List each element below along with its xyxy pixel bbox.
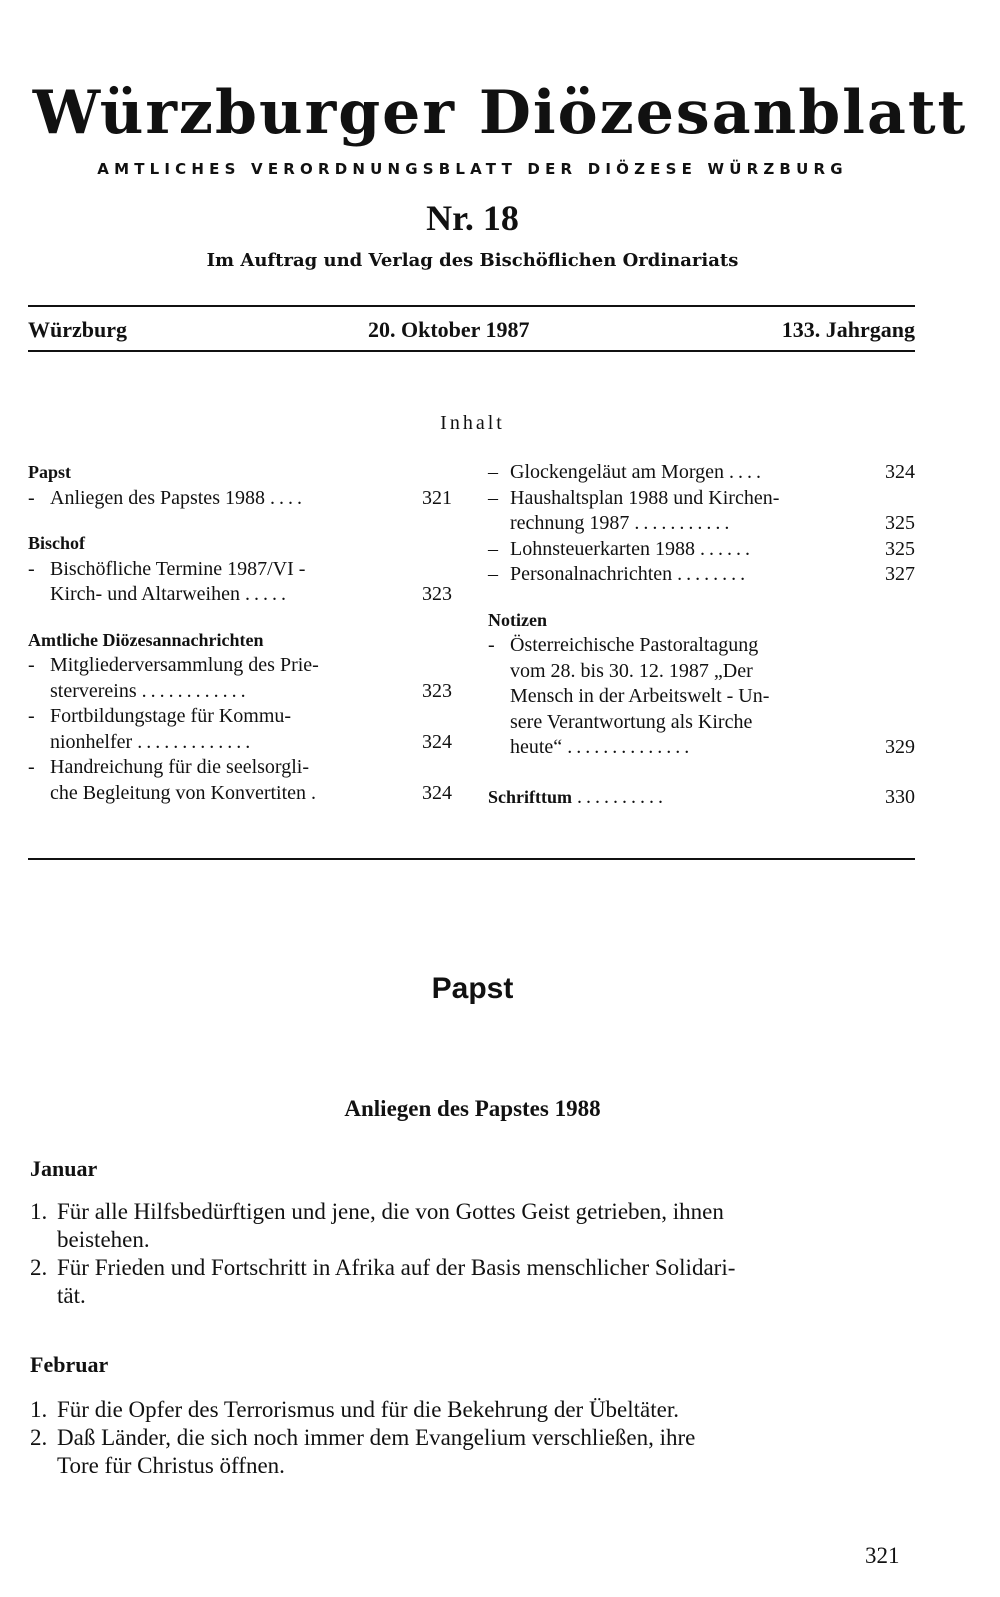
divider-toc bbox=[28, 858, 915, 860]
list-item: 2. Daß Länder, die sich noch immer dem Evangelium verschließen, ihre Tore für Christus öffnen. bbox=[30, 1425, 696, 1478]
toc-entry-cont: heute“ .............. 329 bbox=[510, 736, 915, 758]
section-heading: Papst bbox=[431, 972, 514, 1005]
toc-entry-cont: Kirch- und Altarweihen ..... 323 bbox=[50, 583, 452, 605]
toc-entry: - Bischöfliche Termine 1987/VI - bbox=[28, 557, 306, 580]
toc-entry-cont: Mensch in der Arbeitswelt - Un- bbox=[510, 685, 770, 707]
toc-section-bischof: Bischof bbox=[28, 533, 86, 553]
januar-list bbox=[30, 1198, 915, 1310]
toc-entry-cont: nionhelfer ............. 324 bbox=[50, 730, 452, 753]
divider-dateline bbox=[28, 350, 915, 352]
issue-date: 20. Oktober 1987 bbox=[368, 317, 530, 342]
place: Würzburg bbox=[28, 317, 127, 342]
masthead-title: Würzburger Diözesanblatt bbox=[32, 78, 968, 148]
toc-entry: – Haushaltsplan 1988 und Kirchen- bbox=[488, 486, 780, 509]
divider-top bbox=[28, 305, 915, 307]
volume: 133. Jahrgang bbox=[781, 317, 915, 342]
toc-entry-cont: stervereins ............ 323 bbox=[50, 679, 452, 702]
list-item: 2. Für Frieden und Fortschritt in Afrika auf der Basis menschlicher Solidari- tät. bbox=[30, 1255, 736, 1308]
toc-entry: - Österreichische Pastoraltagung bbox=[488, 634, 759, 656]
februar-list bbox=[30, 1396, 915, 1480]
list-item: 1. Für die Opfer des Terrorismus und für die Bekehrung der Übeltäter. bbox=[30, 1397, 679, 1422]
toc-entry-cont: rechnung 1987 ........... 325 bbox=[510, 512, 915, 534]
toc-section-papst: Papst bbox=[28, 462, 72, 482]
month-heading-februar: Februar bbox=[30, 1352, 109, 1377]
issue-number: Nr. 18 bbox=[426, 198, 519, 238]
toc-entry: – Lohnsteuerkarten 1988 ...... 325 bbox=[488, 537, 915, 560]
toc-section-notizen: Notizen bbox=[488, 609, 547, 630]
toc-left-column bbox=[28, 460, 452, 806]
publisher-line: Im Auftrag und Verlag des Bischöflichen Ordinariats bbox=[206, 250, 739, 271]
toc-entry: - Handreichung für die seelsorgli- bbox=[28, 756, 309, 778]
toc-entry: – Personalnachrichten ........ 327 bbox=[488, 563, 915, 585]
article-title: Anliegen des Papstes 1988 bbox=[344, 1096, 601, 1121]
toc-entry: - Mitgliederversammlung des Prie- bbox=[28, 654, 319, 676]
page-number: 321 bbox=[865, 1543, 900, 1568]
toc-section-schrifttum: Schrifttum .......... 330 bbox=[488, 785, 915, 808]
list-item: 1. Für alle Hilfsbedürftigen und jene, die von Gottes Geist getrieben, ihnen beistehen. bbox=[30, 1199, 724, 1252]
toc-entry-cont: vom 28. bis 30. 12. 1987 „Der bbox=[510, 659, 753, 682]
toc-entry-cont: sere Verantwortung als Kirche bbox=[510, 710, 753, 733]
toc-entry: – Glockengeläut am Morgen .... 324 bbox=[488, 461, 915, 483]
toc-section-amtlich: Amtliche Diözesannachrichten bbox=[28, 629, 264, 650]
toc-entry-cont: che Begleitung von Konvertiten . 324 bbox=[50, 781, 452, 804]
toc-entry: - Fortbildungstage für Kommu- bbox=[28, 705, 292, 727]
toc-right-column bbox=[488, 460, 915, 810]
masthead-subtitle: AMTLICHES VERORDNUNGSBLATT DER DIÖZESE WÜRZBURG bbox=[97, 160, 848, 178]
toc-heading: Inhalt bbox=[440, 412, 505, 434]
toc-entry: - Anliegen des Papstes 1988 .... 321 bbox=[28, 486, 452, 509]
month-heading-januar: Januar bbox=[30, 1156, 98, 1181]
